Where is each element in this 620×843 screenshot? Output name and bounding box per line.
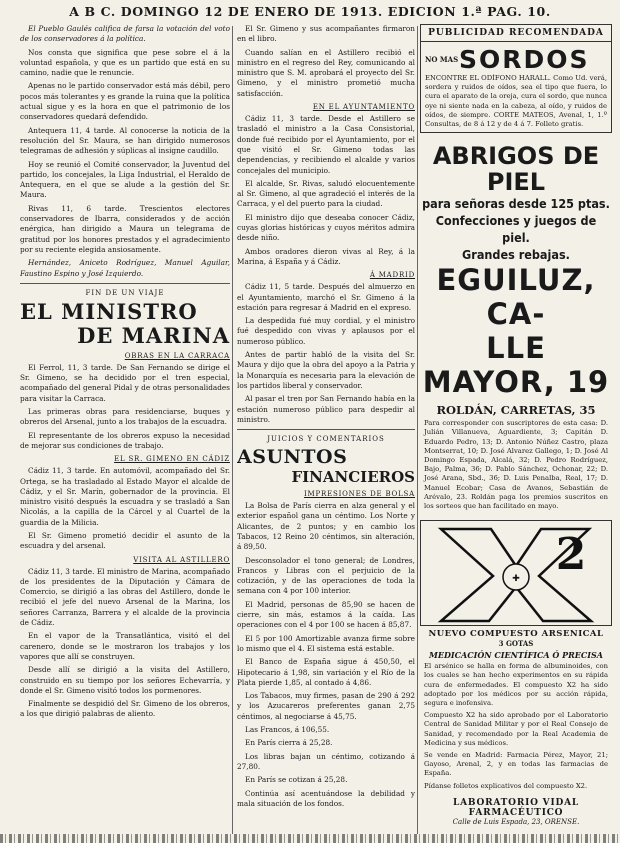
- ad-abrigos: [420, 139, 612, 399]
- paragraph: Cádiz 11, 3 tarde. Desde el Astillero se trasladó el ministro a la Casa Consistorial, donde fué recibido por el Ayuntamiento, por el que visitó el Sr. Gimeno todas las dependencias, y recibiendo el alcalde y varios concejales del municipio.: [237, 114, 415, 175]
- ad-line: Grandes rebajas.: [462, 247, 570, 263]
- ad-kicker: 3 GOTAS: [498, 639, 534, 649]
- paragraph: Desde allí se dirigió a la visita del Astillero, construido en su tiempo por los señores Echevarría, y donde el Sr. Gimeno visitó todos los pormenores.: [20, 665, 230, 695]
- ad-body: Para corresponder con suscriptores de esta casa: D. Julián Villanueva, Aguardiente, 3; Capitán D. Eduardo Pedro, 13; D. Antonio Núñez Castro, plaza Montserrat, 10; D. José Alvarez Gallego, 1; D. José Al Domingo Espada, Alcalá, 32; D. Pedro Rodríguez, Bajo, Palma, 36; D. Pablo Sánchez, Ochonar, 22; D. José Arana, Sbd., 36; D. Luis Penalba, Real, 17; D. Manuel Ecobar; Casa de Avanos, Sebastián de Arévalo, 23. Roldán paga los premios suscritos en los sorteos que han facilitado en mayo.: [424, 419, 608, 511]
- paragraph: Antequera 11, 4 tarde. Al conocerse la noticia de la resolución del Sr. Maura, se han dirigido numerosos telegramas de adhesión y súplicas al insigne caudillo.: [20, 125, 230, 156]
- section-subhead: FIN DE UN VIAJE: [85, 288, 165, 297]
- ad-headline: ABRIGOS DE PIEL: [432, 142, 600, 197]
- section-subhead: EL SR. GIMENO EN CÁDIZ: [114, 455, 230, 464]
- svg-text:2: 2: [555, 529, 587, 581]
- paragraph: La Bolsa de París cierra en alza general y el exterior español gana un céntimo. Los Norte y Alicantes, de 2 puntos; y en cambio los Tabacos, 12 Reino 20 céntimos, sin alteración, á 89,50.: [237, 501, 415, 552]
- paragraph: El alcalde, Sr. Rivas, saludó elocuentemente al Sr. Gimeno, al que agradeció el interés de la Carraca, y el del puerto para la ciudad.: [237, 178, 415, 209]
- ad-section-title: PUBLICIDAD RECOMENDADA: [421, 25, 611, 42]
- ad-line: Confecciones y juegos de piel.: [435, 213, 597, 246]
- column-middle: [237, 24, 415, 836]
- x2-logo: [420, 520, 612, 626]
- paragraph: Cádiz 11, 3 tarde. El ministro de Marina, acompañado de los presidentes de la Diputación y Cámara de Comercio, se dirigió a las obras del Astillero, donde le recibió el jefe del nuevo Arsenal de la Marina, los señores Carranza, Barrera y el alcalde de la provincia de Cádiz.: [20, 566, 230, 628]
- page-header: A B C. DOMINGO 12 DE ENERO DE 1913. EDICION 1.ª PAG. 10.: [69, 4, 551, 19]
- headline-line: FINANCIEROS: [291, 468, 415, 487]
- ad-headline: [421, 42, 611, 74]
- svg-text:✚: ✚: [512, 574, 520, 585]
- ad-address: EGUILUZ, CA-: [436, 263, 596, 332]
- paragraph: El ministro dijo que deseaba conocer Cádiz, cuyas glorias históricas y cuyos méritos admira desde niño.: [237, 212, 415, 243]
- paragraph: Las primeras obras para residenciarse, buques y obreros del Arsenal, junto a los trabajos de la escuadra.: [20, 407, 230, 427]
- ad-brand: SORDOS: [459, 45, 590, 74]
- headline-line: DE MARINA: [77, 322, 230, 348]
- paragraph: Continúa así acentuándose la debilidad y mala situación de los fondos.: [237, 788, 415, 808]
- ad-address: LLE MAYOR, 19: [422, 331, 610, 400]
- paragraph: El Ferrol, 11, 3 tarde. De San Fernando se dirige el Sr. Gimeno, se ha decidido por el tren especial, acompañado del general Pidal y de otras personalidades para visitar la Carraca.: [20, 362, 230, 403]
- ad-body: Pídanse folletos explicativos del compuesto X2.: [424, 781, 588, 790]
- paragraph: El Banco de España sigue á 450,50, el Hipotecario á 1,98, sin variación y el Río de la Plata pierde 1,85, al contado á 4,86.: [237, 657, 415, 687]
- paragraph: En París se cotizan á 25,28.: [245, 775, 348, 785]
- paragraph: Rivas 11, 6 tarde. Trescientos electores conservadores de Ibarra, considerados y de acción enérgica, han dirigido a Maura un telegrama de gratitud por los honores prestados y el agradecimiento por su reciente elegida ansiosamente.: [20, 203, 230, 254]
- column-left: [20, 24, 230, 836]
- section-subhead: Á MADRID: [369, 271, 415, 280]
- paragraph: Apenas no le partido conservador está más débil, pero pocos más tolerantes y es grande la ruina que la política actual sigue y es la hora en que el patrimonio de los conservadores quedará defendido.: [20, 81, 230, 122]
- column-rule: [417, 26, 418, 834]
- ad-lab-name: LABORATORIO VIDAL FARMACÉUTICO: [452, 797, 579, 818]
- paragraph: En París cierra á 25,28.: [245, 738, 333, 748]
- ad-line: para señoras desde 125 ptas.: [422, 196, 610, 212]
- ad-headline: ROLDÁN, CARRETAS, 35: [436, 403, 596, 418]
- paragraph: Hoy se reunió el Comité conservador, la Juventud del partido, los concejales, la Liga Industrial, el Heraldo de Antequera, en el que se alude a la gestión del Sr. Maura.: [20, 159, 230, 200]
- paragraph: Hernández, Aniceto Rodríguez, Manuel Aguilar, Faustino Espino y José Izquierdo.: [20, 258, 230, 278]
- column-ads: [420, 24, 612, 836]
- ad-body: El arsénico se halla en forma de albuminoides, con los cuales se han hecho experimentos en su rápida cura de enfermedades. El compuesto X2 ha sido adoptado por los médicos por su acción rápida, segura e inofensiva.: [424, 662, 608, 708]
- bottom-edge-strip: [0, 834, 620, 843]
- ad-body: Compuesto X2 ha sido aprobado por el Laboratorio Central de Sanidad Militar y por el Real Consejo de Sanidad, y recomendado por la Real Academia de Medicina y sus médicos.: [424, 711, 608, 747]
- paragraph: El Sr. Gimeno y sus acompañantes firmaron en el libro.: [237, 24, 415, 44]
- headline-line: EL MINISTRO: [20, 298, 198, 324]
- paragraph: Antes de partir habló de la visita del Sr. Maura y dijo que la obra del apoyo a la Patria y la Monarquía es necesaria para la elevación de los partidos liberal y conservador.: [237, 350, 415, 390]
- section-subhead: OBRAS EN LA CARRACA: [124, 351, 230, 360]
- paragraph: El Madrid, personas de 85,90 se hacen de cierre, sin más, estamos á la caída. Las operaciones con el 4 por 100 se hacen á 85,87.: [237, 599, 415, 630]
- paragraph: Cádiz 11, 5 tarde. Después del almuerzo en el Ayuntamiento, marchó el Sr. Gimeno á la estación para regresar á Madrid en el expreso.: [237, 282, 415, 312]
- paragraph: Nos consta que significa que pese sobre el á la voluntad española, y que es un partido que está en su camino, nadie que le renuncie.: [20, 47, 230, 78]
- paragraph: En el vapor de la Transatlántica, visitó el del carenero, donde se le mostraron los trabajos y los vapores que allí se construyen.: [20, 631, 230, 661]
- paragraph: Desconsolador el tono general; de Londres, Francos y Libras con el perjuicio de la cotización, y de las operaciones de toda la semana con 4 por 100 interior.: [237, 555, 415, 596]
- ad-lab-address: Calle de Luis Espada, 23, ORENSE.: [452, 817, 580, 826]
- section-subhead: JUICIOS Y COMENTARIOS: [267, 435, 385, 444]
- ad-sordos: [420, 24, 612, 133]
- paragraph: Los libras bajan un céntimo, cotizando á 27,80.: [237, 751, 415, 771]
- paragraph: Cádiz 11, 3 tarde. En automóvil, acompañado del Sr. Ortega, se ha trasladado al Estado Mayor el alcalde de Cádiz, y el Sr. Marín, gobernador de la provincia. El ministro visitó después la escuadra y se trasladó a San Nicolás, a la capilla de la Cárcel y al Cuartel de la guardia de la Milicia.: [20, 466, 230, 527]
- ad-subhead: MEDICACIÓN CIENTÍFICA Ó PRECISA: [429, 650, 603, 661]
- paragraph: El Sr. Gimeno prometió decidir el asunto de la escuadra y del arsenal.: [20, 530, 230, 551]
- paragraph: Los Tabacos, muy firmes, pasan de 290 á 292 y los Azucareros preferentes ganan 2,75 céntimos, al negociarse á 45,75.: [237, 691, 415, 721]
- column-rule: [232, 26, 233, 834]
- section-subhead: EN EL AYUNTAMIENTO: [312, 103, 415, 112]
- paragraph: Las Francos, á 106,55.: [245, 725, 330, 735]
- divider: [237, 429, 415, 430]
- x2-emblem-icon: [421, 521, 611, 625]
- ad-body: Se vende en Madrid: Farmacia Pérez, Mayor, 21; Gayoso, Arenal, 2, y en todas las farmacias de España.: [424, 751, 608, 778]
- section-subhead: IMPRESIONES DE BOLSA: [303, 490, 415, 499]
- ad-x2: [420, 520, 612, 826]
- paragraph: El representante de los obreros expuso la necesidad de mejorar sus condiciones de trabajo.: [20, 430, 230, 450]
- ad-kicker: NO MAS: [425, 55, 459, 64]
- section-subhead: VISITA AL ASTILLERO: [133, 555, 230, 564]
- paragraph: El Pueblo Gaulés califica de farsa la votación del voto de los conservadores á la política.: [20, 24, 230, 44]
- paragraph: Finalmente se despidió del Sr. Gimeno de los obreros, a los que dirigió palabras de aliento.: [20, 699, 230, 719]
- paragraph: El 5 por 100 Amortizable avanza firme sobre lo mismo que el 4. El sistema está estable.: [237, 633, 415, 653]
- headline-line: ASUNTOS: [237, 446, 348, 469]
- paragraph: La despedida fué muy cordial, y el ministro fué despedido con vivas y aplausos por el numeroso público.: [237, 316, 415, 346]
- paragraph: Al pasar el tren por San Fernando había en la estación numeroso público para despedir al ministro.: [237, 394, 415, 424]
- ad-headline: NUEVO COMPUESTO ARSENICAL: [428, 629, 604, 640]
- paragraph: Ambos oradores dieron vivas al Rey, á la Marina, á España y á Cádiz.: [237, 246, 415, 266]
- ad-body: ENCONTRE EL ODÍFONO HARALL. Como Ud. verá, sordera y ruidos de oídos, sea el tipo que fuera, lo cura el aparato de la oreja, cura el sordo, que nunca oye ni siente nada en la cabeza, al oído, y ruidos de oídos, de siempre. CORTE MATEOS, Avenal, 1, 1.º Consultas, de 8 á 12 y de 4 á 7. Folleto gratis.: [425, 74, 607, 129]
- divider: [20, 283, 230, 284]
- paragraph: Cuando salían en el Astillero recibió el ministro en el regreso del Rey, comunicando al ministro que S. M. aprobará el proyecto del Sr. Gimeno, y el ministro prometió mucha satisfacción.: [237, 47, 415, 98]
- ad-roldan: [420, 403, 612, 514]
